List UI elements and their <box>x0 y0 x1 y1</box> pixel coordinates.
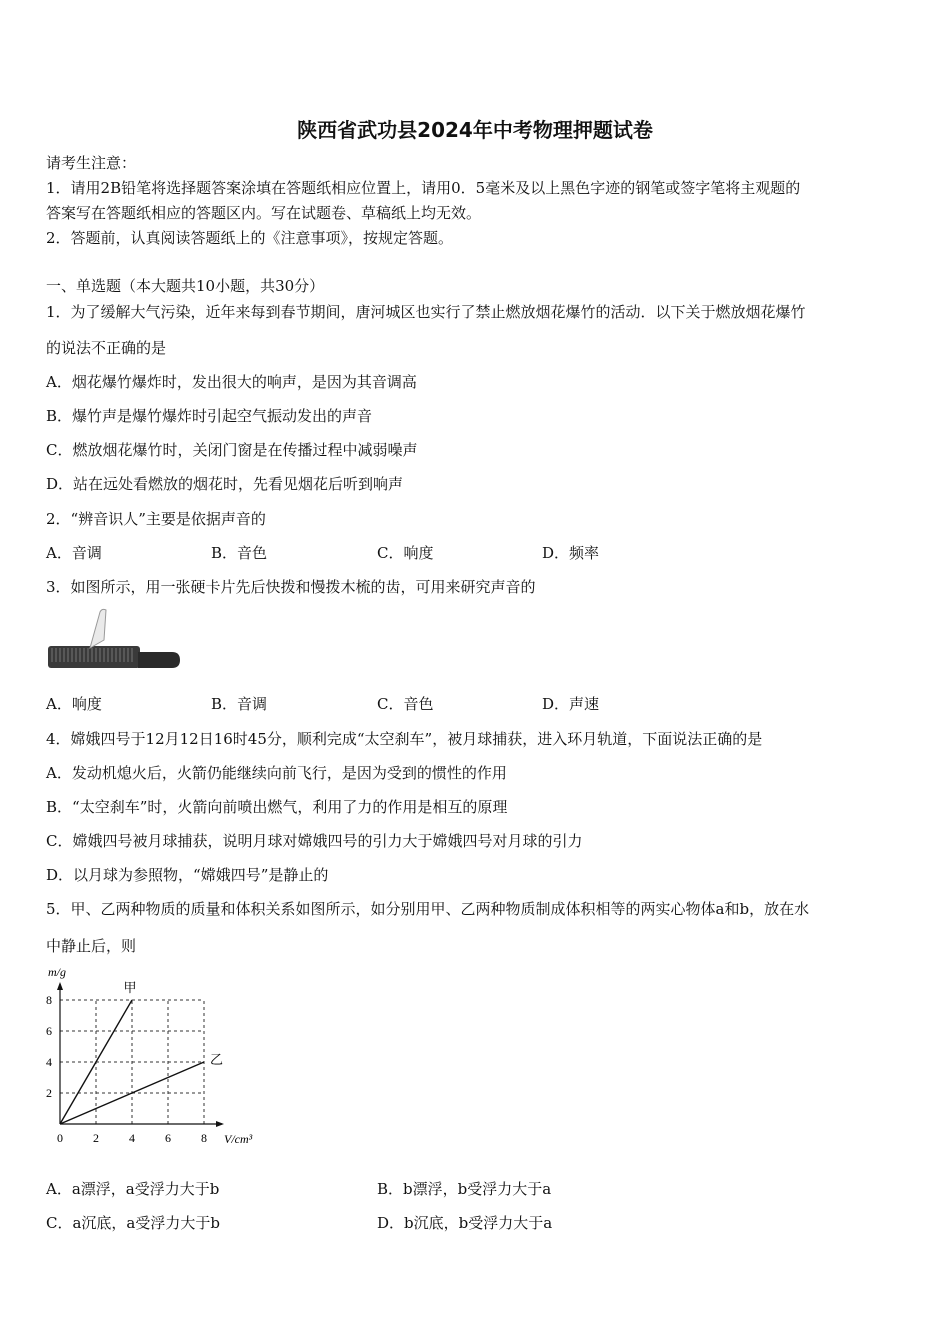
q5-stem-line1: 5．甲、乙两种物质的质量和体积关系如图所示，如分别用甲、乙两种物质制成体积相等的两实心物体a和b，放在水 <box>46 900 810 918</box>
x-tick-label: 6 <box>165 1131 171 1145</box>
q4-stem: 4．嫦娥四号于12月12日16时45分，顺利完成“太空刹车”，被月球捕获，进入环月轨道，下面说法正确的是 <box>46 730 763 748</box>
q2-option-d: D．频率 <box>542 544 600 562</box>
q3-option-d: D．声速 <box>542 695 600 713</box>
y-tick-label: 6 <box>46 1024 52 1038</box>
q1-option-b: B．爆竹声是爆竹爆炸时引起空气振动发出的声音 <box>46 407 373 425</box>
comb-teeth <box>52 648 132 662</box>
page-title: 陕西省武功县2024年中考物理押题试卷 <box>297 118 653 142</box>
q5-option-d: D．b沉底，b受浮力大于a <box>377 1214 553 1232</box>
q3-option-b: B．音调 <box>211 695 268 713</box>
q2-option-c: C．响度 <box>377 544 434 562</box>
q1-stem-line1: 1．为了缓解大气污染，近年来每到春节期间，唐河城区也实行了禁止燃放烟花爆竹的活动．以下关于燃放烟花爆竹 <box>46 303 806 321</box>
q1-option-d: D．站在远处看燃放的烟花时，先看见烟花后听到响声 <box>46 475 404 493</box>
q5-option-a: A．a漂浮，a受浮力大于b <box>46 1180 220 1198</box>
chart-axes <box>57 982 224 1127</box>
q1-option-c: C．燃放烟花爆竹时，关闭门窗是在传播过程中减弱噪声 <box>46 441 418 459</box>
series-label-jia: 甲 <box>123 980 137 995</box>
q4-option-d: D．以月球为参照物，“嫦娥四号”是静止的 <box>46 866 329 884</box>
y-tick-label: 4 <box>46 1055 52 1069</box>
notice-line-3: 2．答题前，认真阅读答题纸上的《注意事项》，按规定答题。 <box>46 229 454 247</box>
comb-card-figure <box>44 606 184 676</box>
chart-y-label: m/g <box>48 965 66 979</box>
q2-stem: 2．“辨音识人”主要是依据声音的 <box>46 510 266 528</box>
series-label-yi: 乙 <box>210 1052 224 1067</box>
comb-handle <box>138 652 180 668</box>
section-heading: 一、单选题（本大题共10小题，共30分） <box>46 277 325 295</box>
notice-heading: 请考生注意： <box>46 154 137 172</box>
q4-option-c: C．嫦娥四号被月球捕获，说明月球对嫦娥四号的引力大于嫦娥四号对月球的引力 <box>46 832 583 850</box>
chart-x-label: V/cm³ <box>224 1132 253 1146</box>
chart-grid <box>60 1000 204 1124</box>
chart-series <box>60 980 223 1124</box>
q2-option-b: B．音色 <box>211 544 268 562</box>
x-tick-label: 2 <box>93 1131 99 1145</box>
q3-stem: 3．如图所示，用一张硬卡片先后快拨和慢拨木梳的齿，可用来研究声音的 <box>46 578 536 596</box>
notice-line-2: 答案写在答题纸相应的答题区内。写在试题卷、草稿纸上均无效。 <box>46 204 482 222</box>
q5-stem-line2: 中静止后，则 <box>46 937 137 955</box>
chart-ticks <box>46 993 207 1145</box>
x-axis-arrow <box>216 1121 224 1127</box>
y-tick-label: 2 <box>46 1086 52 1100</box>
q1-stem-line2: 的说法不正确的是 <box>46 339 167 357</box>
x-tick-label: 0 <box>57 1131 63 1145</box>
q2-option-a: A．音调 <box>46 544 102 562</box>
hard-card <box>90 609 106 648</box>
x-tick-label: 4 <box>129 1131 135 1145</box>
q5-option-c: C．a沉底，a受浮力大于b <box>46 1214 220 1232</box>
q4-option-b: B．“太空刹车”时，火箭向前喷出燃气，利用了力的作用是相互的原理 <box>46 798 508 816</box>
q4-option-a: A．发动机熄火后，火箭仍能继续向前飞行，是因为受到的惯性的作用 <box>46 764 507 782</box>
q3-option-c: C．音色 <box>377 695 434 713</box>
q1-option-a: A．烟花爆竹爆炸时，发出很大的响声，是因为其音调高 <box>46 373 417 391</box>
y-tick-label: 8 <box>46 993 52 1007</box>
mass-volume-chart <box>38 962 268 1154</box>
q3-option-a: A．响度 <box>46 695 102 713</box>
comb-body <box>48 646 140 668</box>
q5-option-b: B．b漂浮，b受浮力大于a <box>377 1180 552 1198</box>
notice-line-1: 1．请用2B铅笔将选择题答案涂填在答题纸相应位置上，请用0．5毫米及以上黑色字迹的钢笔或签字笔将主观题的 <box>46 179 801 197</box>
x-tick-label: 8 <box>201 1131 207 1145</box>
y-axis-arrow <box>57 982 63 990</box>
